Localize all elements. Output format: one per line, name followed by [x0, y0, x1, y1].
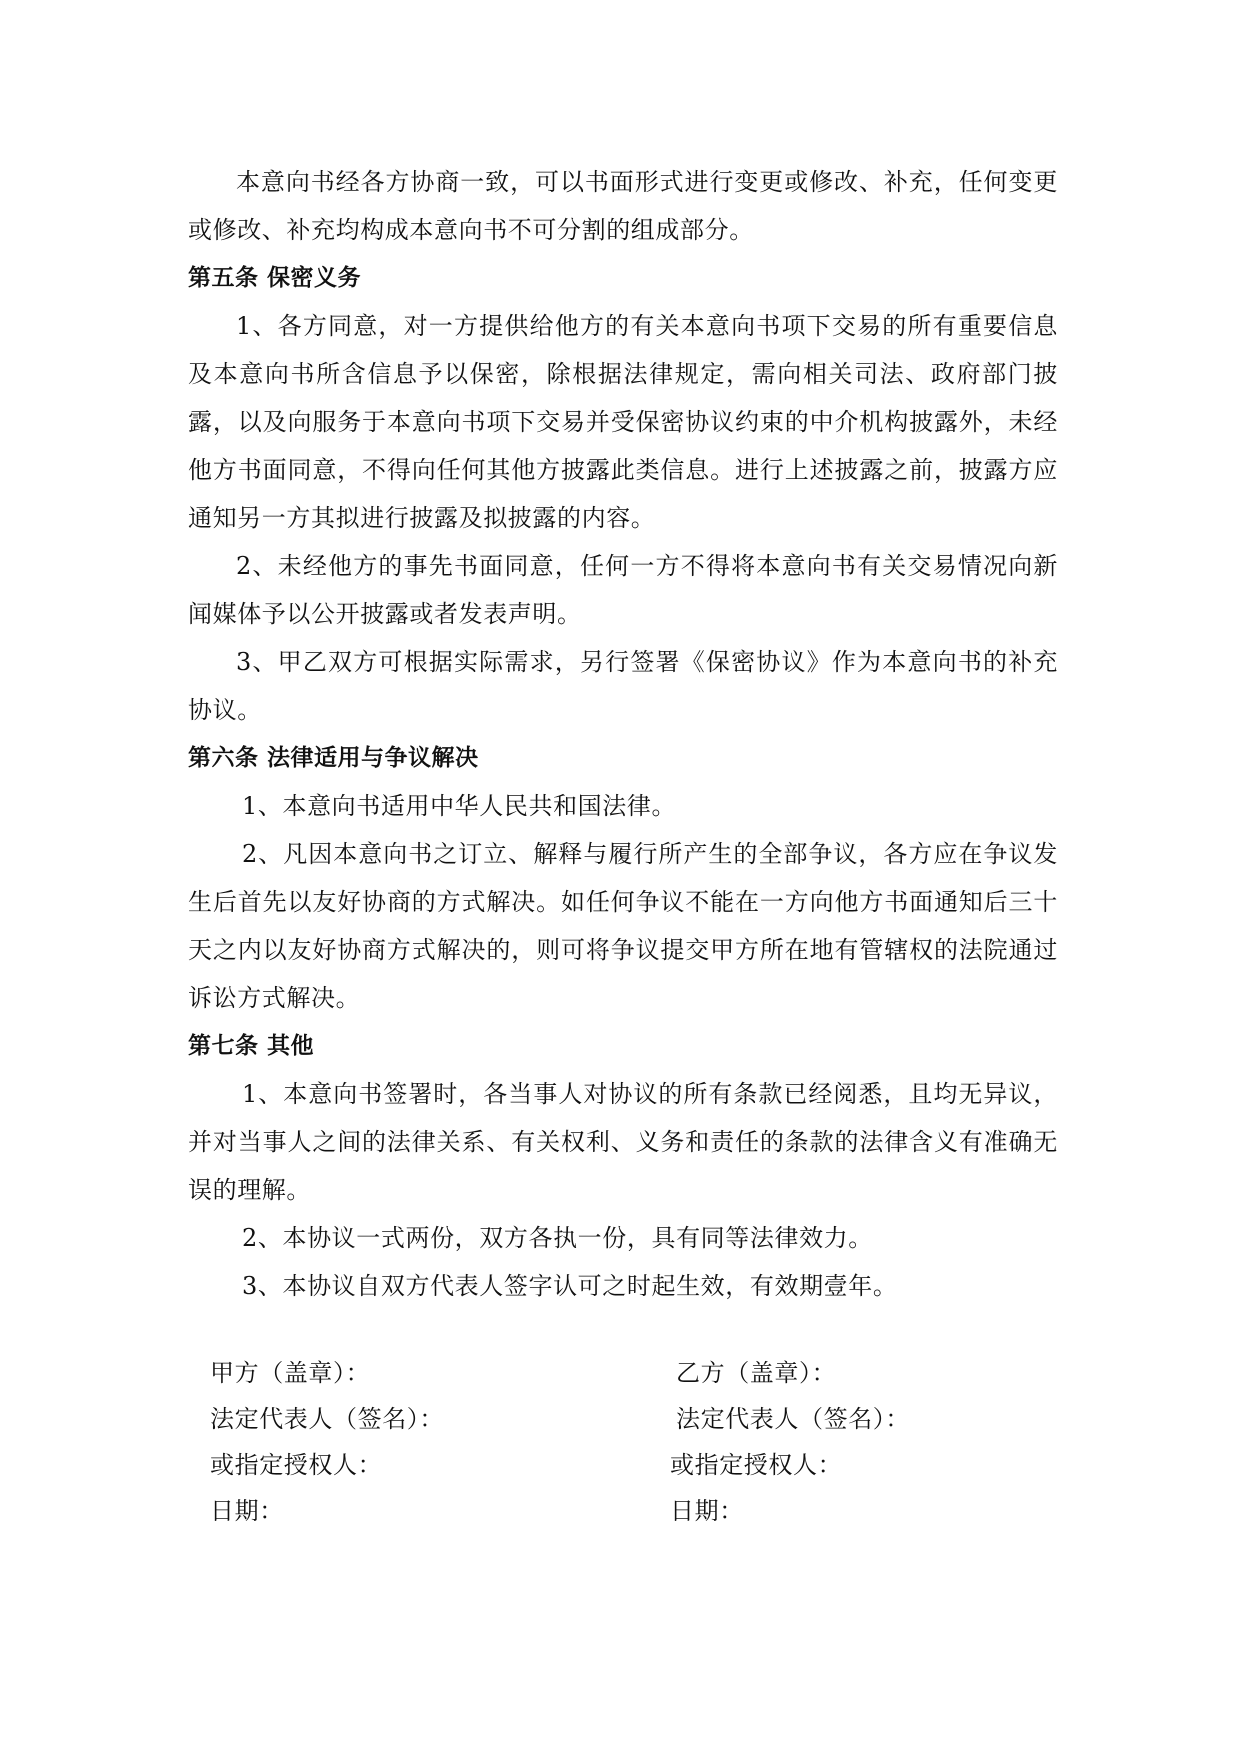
signature-row-date	[210, 1488, 970, 1534]
signature-block	[210, 1350, 970, 1534]
article-5-clause-1: 1、各方同意，对一方提供给他方的有关本意向书项下交易的所有重要信息及本意向书所含信息予以保密，除根据法律规定，需向相关司法、政府部门披露，以及向服务于本意向书项下交易并受保密协议约束的中介机构披露外，未经他方书面同意，不得向任何其他方披露此类信息。进行上述披露之前，披露方应通知另一方其拟进行披露及拟披露的内容。	[188, 312, 1058, 532]
article-7-heading: 第七条 其他	[188, 1033, 315, 1059]
party-a-seal-label: 甲方（盖章）：	[210, 1359, 371, 1387]
signature-row-authorized	[210, 1442, 970, 1488]
paragraph-amendment: 本意向书经各方协商一致，可以书面形式进行变更或修改、补充，任何变更或修改、补充均构成本意向书不可分割的组成部分。	[188, 168, 1058, 244]
party-b-seal-label: 乙方（盖章）：	[676, 1359, 837, 1387]
party-b-date-label: 日期：	[670, 1497, 744, 1525]
article-7-clause-1: 1、本意向书签署时，各当事人对协议的所有条款已经阅悉，且均无异议，并对当事人之间的法律关系、有关权利、义务和责任的条款的法律含义有准确无误的理解。	[188, 1080, 1058, 1204]
article-6-heading: 第六条 法律适用与争议解决	[188, 745, 479, 771]
article-5-heading: 第五条 保密义务	[188, 265, 362, 291]
article-7-clause-3: 3、本协议自双方代表人签字认可之时起生效，有效期壹年。	[242, 1272, 898, 1300]
document-body	[188, 158, 1058, 1310]
article-6-clause-2: 2、凡因本意向书之订立、解释与履行所产生的全部争议，各方应在争议发生后首先以友好协商的方式解决。如任何争议不能在一方向他方书面通知后三十天之内以友好协商方式解决的，则可将争议提交甲方所在地有管辖权的法院通过诉讼方式解决。	[188, 840, 1058, 1012]
party-a-authorized-label: 或指定授权人：	[210, 1451, 383, 1479]
party-a-date-label: 日期：	[210, 1497, 284, 1525]
party-b-authorized-label: 或指定授权人：	[670, 1451, 843, 1479]
party-b-representative-label: 法定代表人（签名）：	[676, 1405, 910, 1433]
party-a-representative-label: 法定代表人（签名）：	[210, 1405, 444, 1433]
article-6-clause-1: 1、本意向书适用中华人民共和国法律。	[242, 792, 677, 820]
article-5-clause-3: 3、甲乙双方可根据实际需求，另行签署《保密协议》作为本意向书的补充协议。	[188, 648, 1058, 724]
signature-row-representative	[210, 1396, 970, 1442]
signature-row-seal	[210, 1350, 970, 1396]
article-7-clause-2: 2、本协议一式两份，双方各执一份，具有同等法律效力。	[242, 1224, 873, 1252]
article-5-clause-2: 2、未经他方的事先书面同意，任何一方不得将本意向书有关交易情况向新闻媒体予以公开披露或者发表声明。	[188, 552, 1058, 628]
